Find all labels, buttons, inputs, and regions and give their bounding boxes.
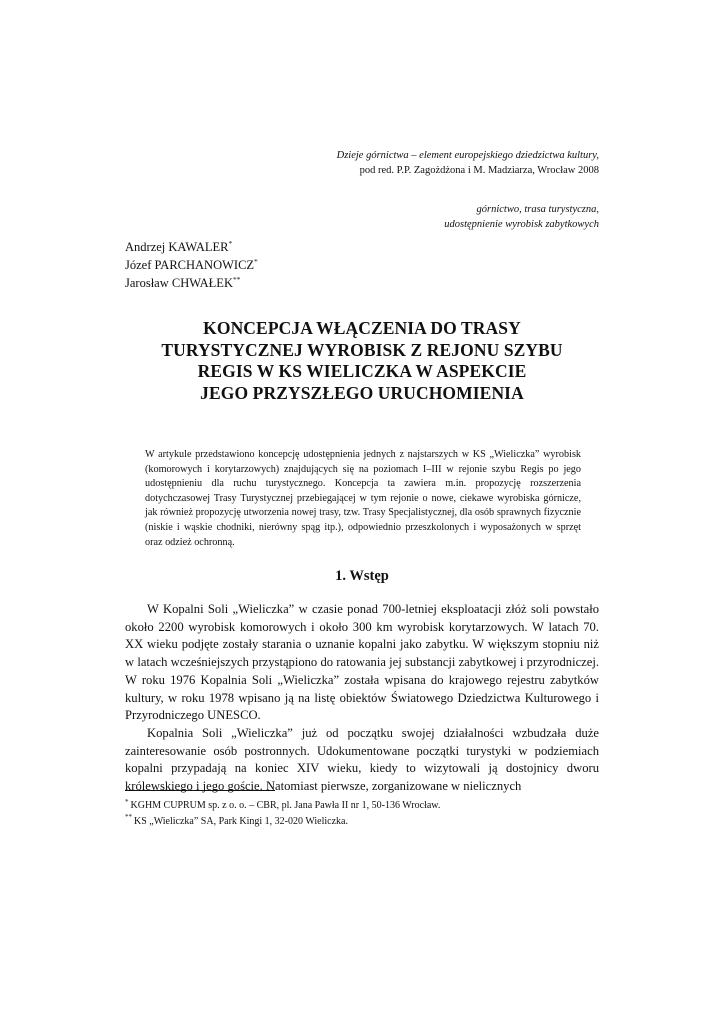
title-line: KONCEPCJA WŁĄCZENIA DO TRASY: [203, 318, 521, 338]
footnote-mark: *: [125, 797, 129, 806]
publication-header: [337, 148, 599, 178]
paragraph: Kopalnia Soli „Wieliczka” już od początku swojej działalności wzbudzała duże zainteresowanie osób postronnych. Udokumentowane początki turystyki w podziemiach kopalni przypadają na koniec XIV wieku, kiedy to wizytowali ją dostojnicy dworu królewskiego i jego goście. Natomiast pierwsze, zorganizowane w nielicznych: [125, 725, 599, 794]
author-name: Józef PARCHANOWICZ: [125, 258, 255, 272]
author: [125, 274, 258, 292]
section-heading: 1. Wstęp: [335, 568, 389, 584]
body-text: [125, 601, 599, 796]
author-list: [125, 238, 258, 292]
author-name: Andrzej KAWALER: [125, 240, 229, 254]
author-affiliation-mark: **: [232, 274, 241, 284]
editors-line: pod red. P.P. Zagożdżona i M. Madziarza, Wrocław 2008: [359, 165, 599, 176]
author-affiliation-mark: *: [228, 238, 233, 248]
author: [125, 238, 258, 256]
footnote-mark: **: [125, 813, 132, 822]
series-title: Dzieje górnictwa – element europejskiego dziedzictwa kultury,: [336, 150, 599, 161]
author-affiliation-mark: *: [254, 256, 258, 266]
keywords-line: górnictwo, trasa turystyczna,: [476, 204, 599, 215]
paragraph: W Kopalni Soli „Wieliczka” w czasie ponad 700-letniej eksploatacji złóż soli powstało około 2200 wyrobisk komorowych i około 300 km wyrobisk korytarzowych. W latach 70. XX wieku podjęte zostały starania o uznanie kopalni jako zabytku. W większym stopniu niż w latach wcześniejszych przystąpiono do ratowania jej substancji zabytkowej i przyrodniczej. W roku 1976 Kopalnia Soli „Wieliczka” została wpisana do krajowego rejestru zabytków kultury, w roku 1978 wpisano ją na listę obiektów Światowego Dziedzictwa Kulturowego i Przyrodniczego UNESCO.: [125, 602, 599, 723]
keywords-line: udostępnienie wyrobisk zabytkowych: [444, 219, 599, 230]
paper-title: [125, 318, 599, 404]
author-name: Jarosław CHWAŁEK: [125, 276, 233, 290]
footnote-text: KGHM CUPRUM sp. z o. o. – CBR, pl. Jana Pawła II nr 1, 50-136 Wrocław.: [130, 800, 441, 811]
keywords: [444, 202, 599, 232]
title-line: JEGO PRZYSZŁEGO URUCHOMIENIA: [200, 382, 524, 403]
footnotes: [125, 798, 440, 829]
footnote: [125, 798, 440, 814]
footnote: [125, 814, 440, 830]
author: [125, 256, 258, 274]
footnote-text: KS „Wieliczka” SA, Park Kingi 1, 32-020 Wieliczka.: [134, 815, 348, 827]
title-line: TURYSTYCZNEJ WYROBISK Z REJONU SZYBU: [161, 339, 563, 360]
footnote-divider: [125, 790, 275, 791]
abstract: W artykule przedstawiono koncepcję udostępnienia jednych z najstarszych w KS „Wieliczka” wyrobisk (komorowych i korytarzowych) znajdujących się na poziomach I–III w rejonie szybu Regis po jego udostępnieniu dla ruchu turystycznego. Koncepcja ta zawiera m.in. propozycję rozszerzenia dotychczasowej Trasy Turystycznej przebiegającej w tym rejonie o nowe, ciekawe wyrobiska górnicze, jak również propozycję utworzenia nowej trasy, tzw. Trasy Specjalistycznej, dla osób sprawnych fizycznie (niskie i wąskie chodniki, nierówny spąg itp.), odpowiednio przeszkolonych i wyposażonych w sprzęt oraz odzież ochronną.: [145, 449, 581, 548]
title-line: REGIS W KS WIELICZKA W ASPEKCIE: [197, 361, 527, 381]
